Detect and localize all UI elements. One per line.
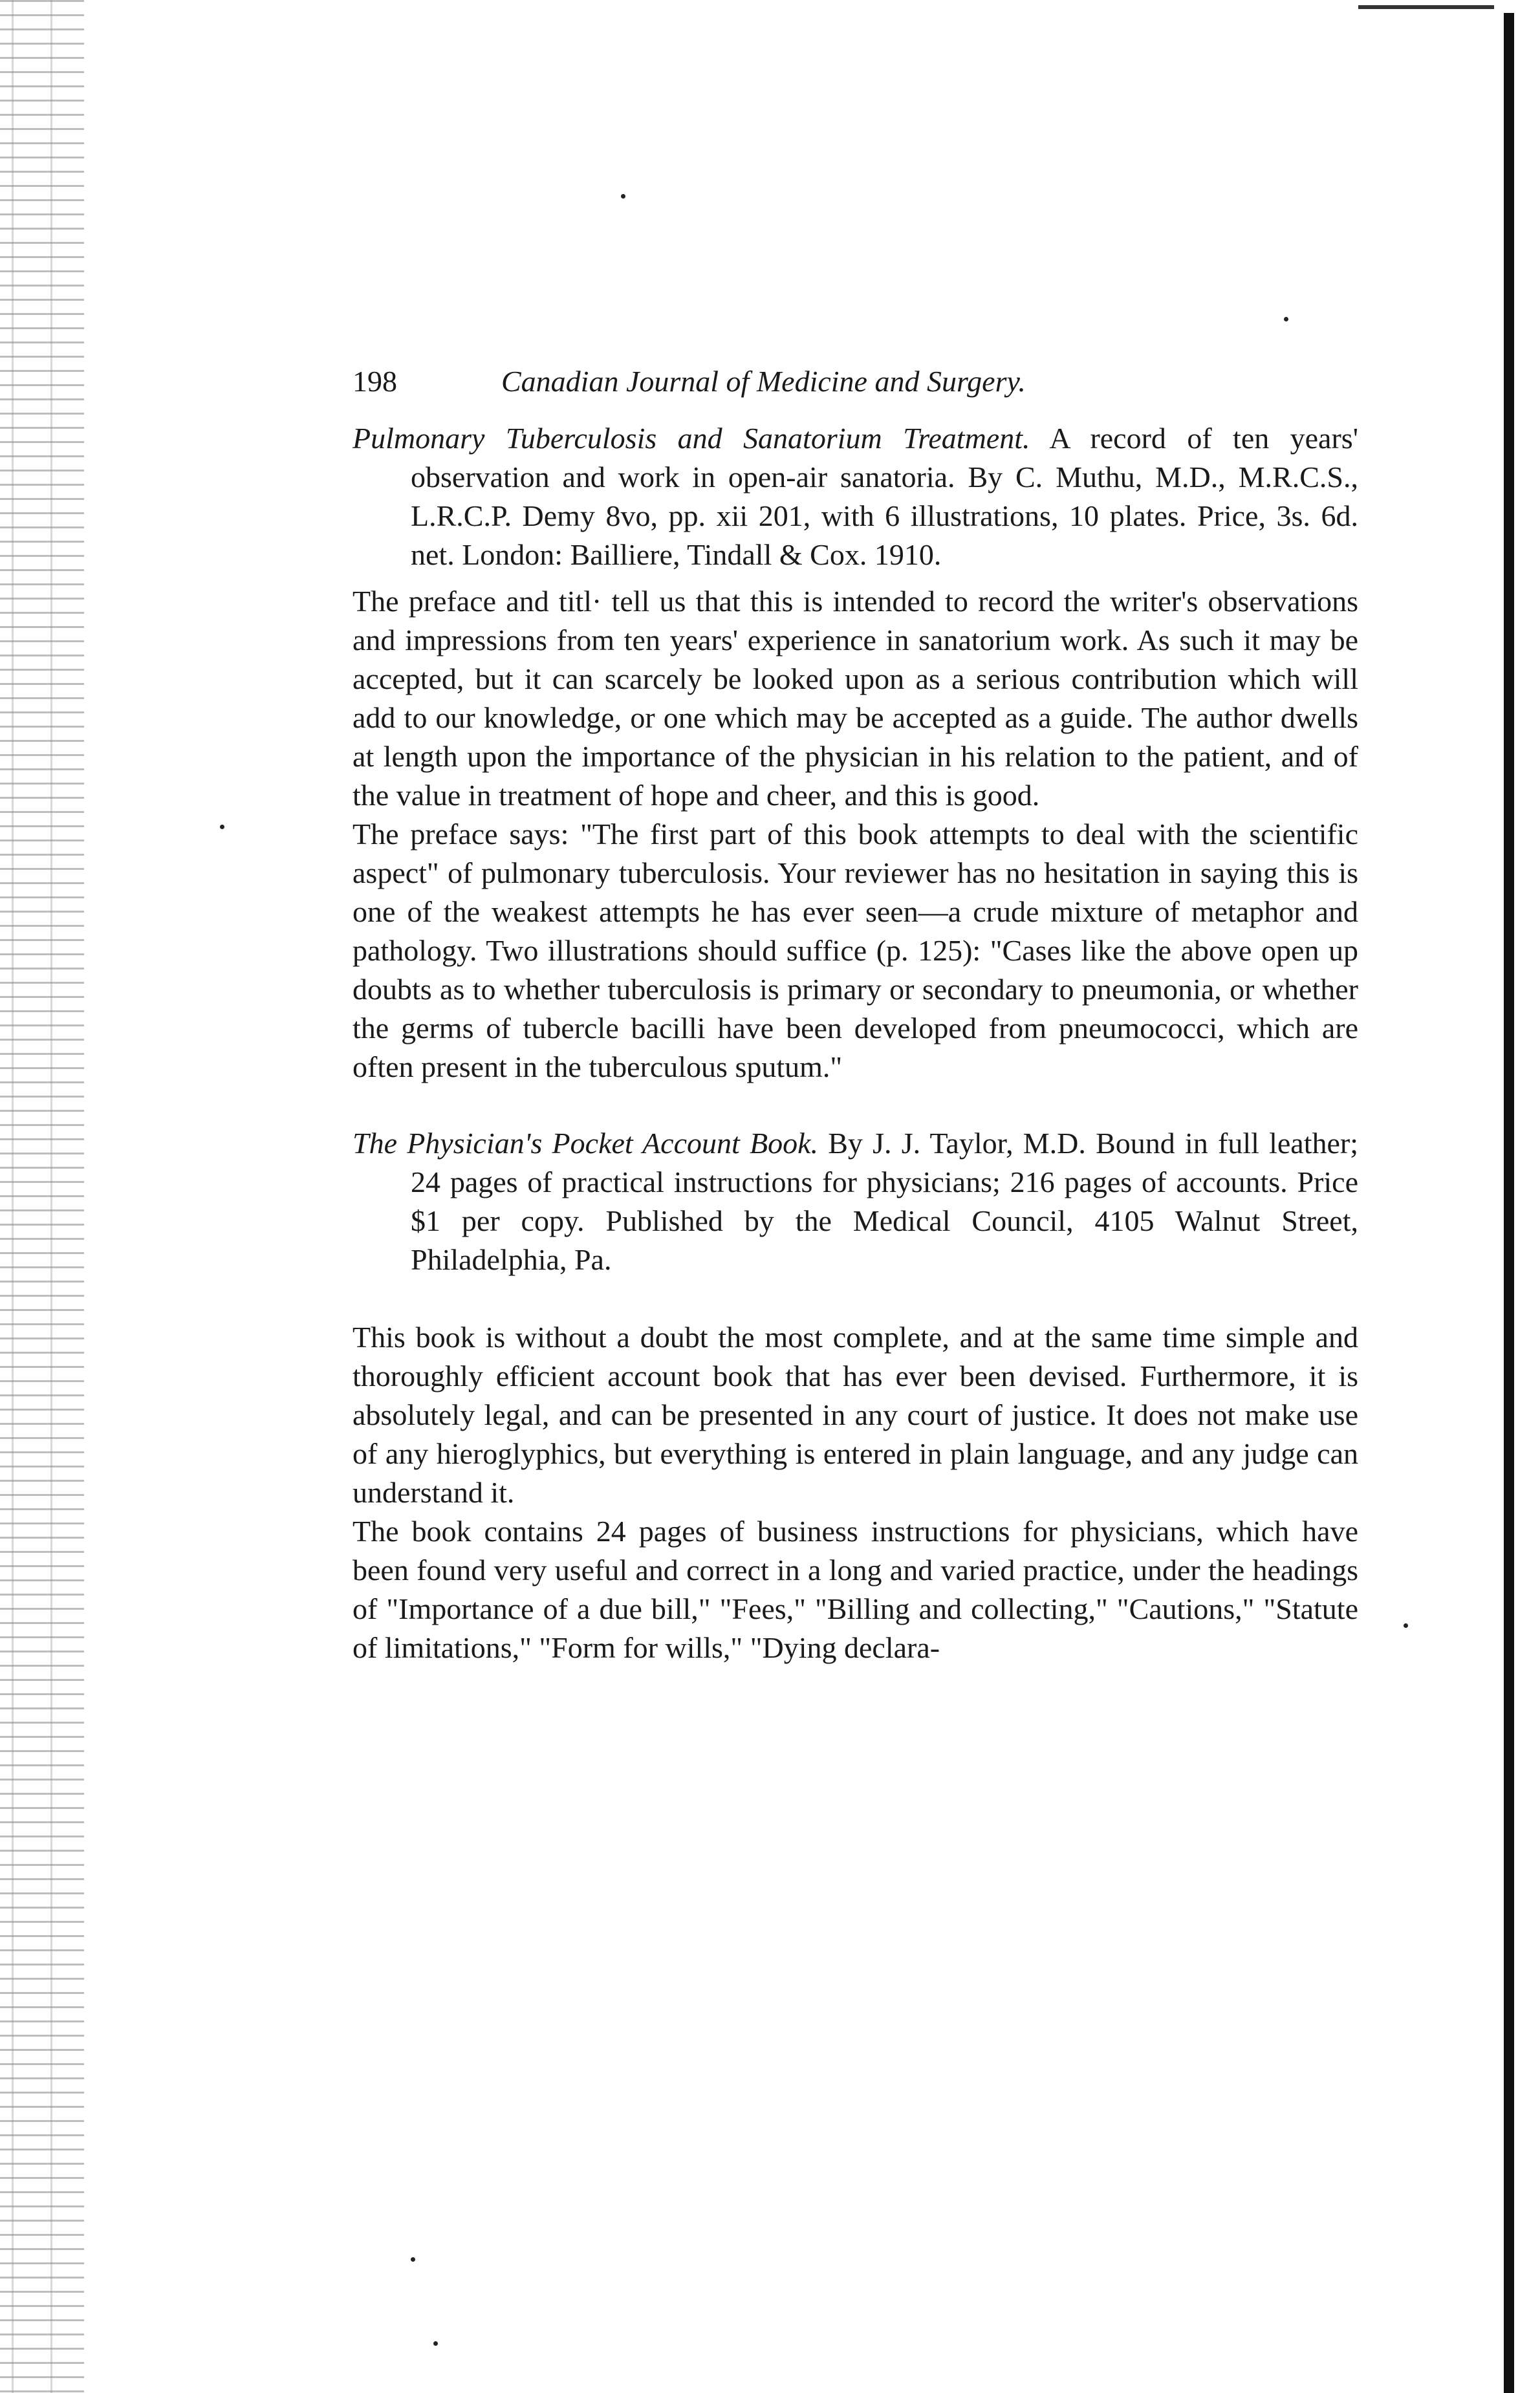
review-paragraph: The preface and titl· tell us that this is intended to record the writer's observations and impressions from ten years' experience in sanatorium work. As such it may be accepted, but it can scarcely be looked upon as a serious contribution which will add to our knowledge, or one which may be accepted as a guide. The author dwells at length upon the importance of the physician in his relation to the patient, and of the value in treatment of hope and cheer, and this is good. <box>352 585 1358 812</box>
citation <box>352 1124 1358 1279</box>
citation <box>352 419 1358 574</box>
book-title: The Physician's Pocket Account Book. <box>352 1127 819 1160</box>
scan-edge-artifact <box>0 0 84 2393</box>
review-pulmonary-tuberculosis <box>352 419 1358 1087</box>
scan-speck <box>621 194 625 199</box>
section-gap <box>352 1287 1358 1318</box>
review-paragraph: The book contains 24 pages of business instructions for physicians, which have been found very useful and correct in a long and varied practice, under the headings of "Importance of a due bill," "Fees," "Billing and collecting," "Cautions," "Statute of limitations," "Form for wills," "Dying declara- <box>352 1515 1358 1664</box>
scan-right-border <box>1504 13 1514 2393</box>
section-gap <box>352 1087 1358 1124</box>
citation-details: By J. J. Taylor, M.D. Bound in full leather; 24 pages of practical instructions for physicians; 216 pages of accounts. Price $1 per copy. Published by the Medical Council, 4105 Walnut Street, Philadelphia, Pa. <box>411 1127 1358 1276</box>
citation-details: A record of ten years' observation and work in open-air sanatoria. By C. Muthu, M.D., M.R.C.S., L.R.C.P. Demy 8vo, pp. xii 201, with 6 illustrations, 10 plates. Price, 3s. 6d. net. London: Bailliere, Tindall & Cox. 1910. <box>411 422 1358 571</box>
scan-speck <box>1404 1623 1408 1628</box>
review-paragraph: The preface says: "The first part of this book attempts to deal with the scientific aspect" of pulmonary tuberculosis. Your reviewer has no hesitation in saying this is one of the weakest attempts he has ever seen—a crude mixture of metaphor and pathology. Two illustrations should suffice (p. 125): "Cases like the above open up doubts as to whether tuberculosis is primary or secondary to pneumonia, or whether the germs of tubercle bacilli have been developed from pneumococci, which are often present in the tuberculous sputum." <box>352 818 1358 1083</box>
running-title: Canadian Journal of Medicine and Surgery. <box>501 365 1026 398</box>
scan-speck <box>411 2257 415 2262</box>
book-title: Pulmonary Tuberculosis and Sanatorium Treatment. <box>352 422 1030 455</box>
scan-speck <box>220 825 224 829</box>
review-paragraph: This book is without a doubt the most complete, and at the same time simple and thoroughly efficient account book that has ever been devised. Furthermore, it is absolutely legal, and can be presented in any court of justice. It does not make use of any hieroglyphics, but everything is entered in plain language, and any judge can understand it. <box>352 1321 1358 1509</box>
running-header <box>352 362 1358 401</box>
scan-speck <box>433 2341 438 2346</box>
review-pocket-account-book <box>352 1124 1358 1667</box>
scan-speck <box>1284 317 1288 321</box>
page-content <box>352 362 1358 1667</box>
scan-top-mark <box>1358 5 1494 9</box>
page-number: 198 <box>352 365 397 398</box>
